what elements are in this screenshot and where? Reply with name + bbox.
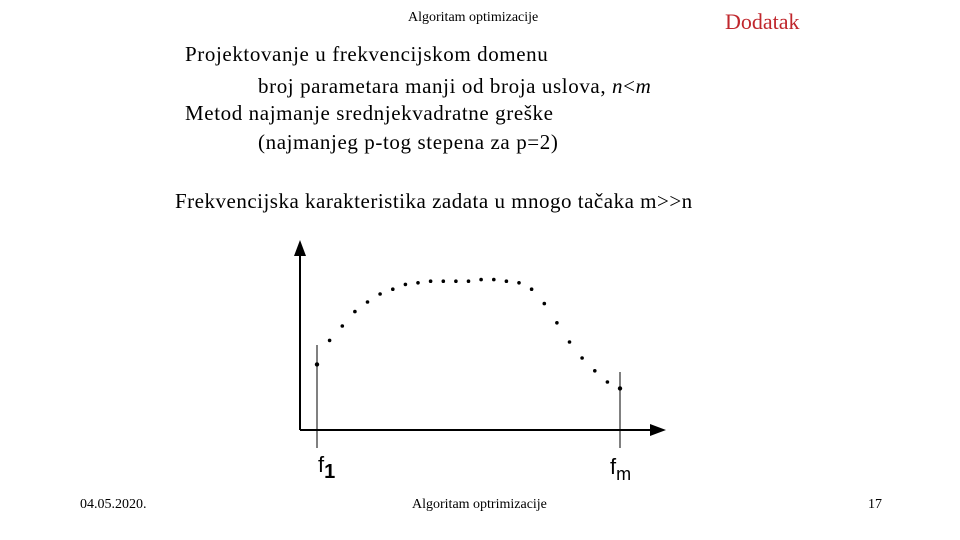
sample-point <box>454 279 458 283</box>
sample-point <box>505 279 509 283</box>
axes <box>300 250 656 430</box>
var-n: n <box>612 74 624 98</box>
bullet-line-5: Frekvencijska karakteristika zadata u mnogo tačaka m>>n <box>175 189 693 213</box>
sample-points <box>315 278 622 391</box>
sample-point <box>543 302 547 306</box>
sample-point <box>341 324 345 328</box>
y-axis-arrow <box>294 240 306 256</box>
header-tag: Dodatak <box>725 9 800 34</box>
sample-point <box>416 281 420 285</box>
sample-point <box>404 283 408 287</box>
footer-title: Algoritam optrimizacije <box>412 497 547 512</box>
bullet-line-4: (najmanjeg p-tog stepena za p=2) <box>258 130 559 154</box>
x-axis-arrow <box>650 424 666 436</box>
sample-point <box>517 281 521 285</box>
line2-text: broj parametara manji od broja uslova, <box>258 74 613 98</box>
sample-point <box>530 287 534 291</box>
sample-point <box>593 369 597 373</box>
sample-point <box>353 310 357 314</box>
sample-point <box>442 279 446 283</box>
sample-point <box>580 356 584 360</box>
f1-label-main: f <box>318 452 325 477</box>
header-title: Algoritam optimizacije <box>408 10 539 25</box>
fm-label-main: f <box>610 454 617 479</box>
sample-point <box>467 279 471 283</box>
bullet-line-1: Projektovanje u frekvencijskom domenu <box>185 42 549 66</box>
sample-point <box>606 380 610 384</box>
sample-point <box>328 339 332 343</box>
sample-point <box>429 279 433 283</box>
sample-point <box>391 287 395 291</box>
sample-point <box>618 386 622 390</box>
sample-point <box>366 300 370 304</box>
sample-point <box>568 340 572 344</box>
bullet-line-3: Metod najmanje srednjekvadratne greške <box>185 101 554 125</box>
f1-label <box>318 452 335 483</box>
page-number: 17 <box>868 497 882 512</box>
fm-label <box>610 454 631 484</box>
sample-point <box>492 278 496 282</box>
sample-point <box>555 321 559 325</box>
sample-point <box>378 292 382 296</box>
footer-date: 04.05.2020. <box>80 497 147 512</box>
f1-label-sub: 1 <box>324 461 336 483</box>
var-m: m <box>635 74 652 98</box>
sample-point <box>479 278 483 282</box>
sample-point <box>315 362 319 366</box>
fm-label-sub: m <box>616 464 632 484</box>
op-less-than: < <box>623 74 636 98</box>
